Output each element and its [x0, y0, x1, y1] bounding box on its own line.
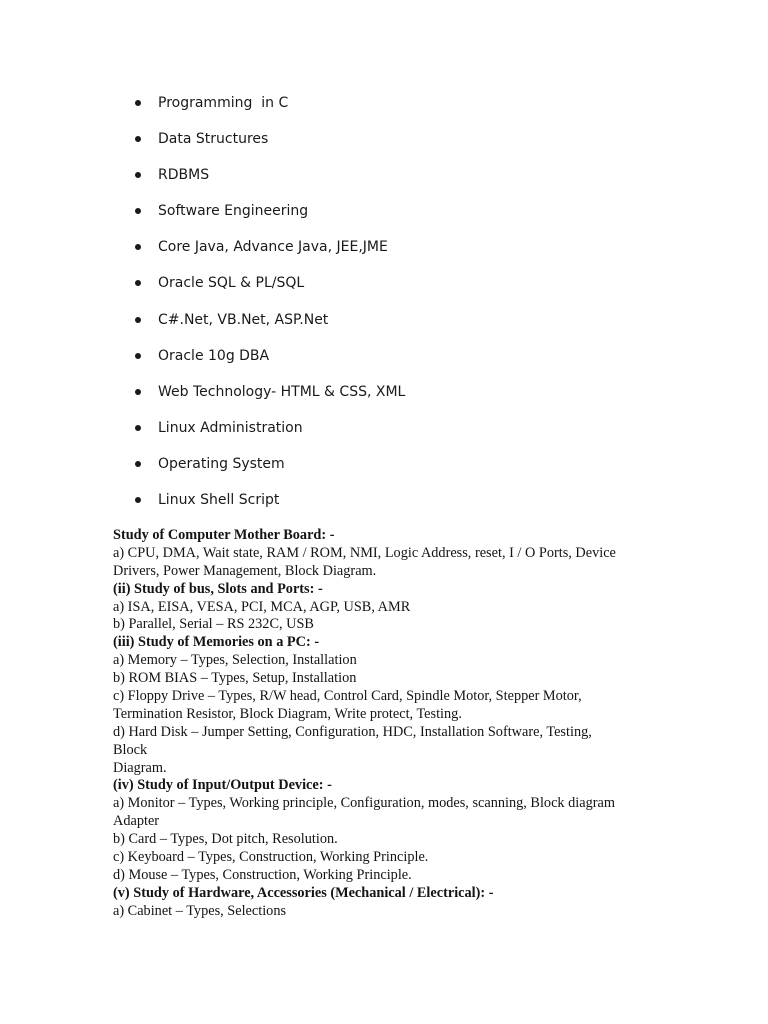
bullet-icon: [135, 100, 141, 106]
bullet-icon: [135, 280, 141, 286]
list-item: [0, 121, 768, 157]
io-device-line: b) Card – Types, Dot pitch, Resolution.: [113, 831, 338, 848]
list-item-label: Programming in C: [158, 95, 289, 111]
bullet-icon: [135, 461, 141, 467]
section-heading-mother-board: Study of Computer Mother Board: -: [113, 527, 335, 543]
list-item: [0, 229, 768, 265]
memories-line: Diagram.: [113, 759, 167, 776]
list-item-label: RDBMS: [158, 167, 210, 184]
bullet-icon: [135, 389, 141, 395]
list-item: [0, 302, 768, 338]
study-sections: [113, 527, 673, 921]
section-heading-hardware: (v) Study of Hardware, Accessories (Mechanical / Electrical): -: [113, 884, 494, 901]
bullet-icon: [135, 425, 141, 431]
list-item: [0, 338, 768, 374]
memories-line: Termination Resistor, Block Diagram, Write protect, Testing.: [113, 705, 462, 722]
list-item-label: C#.Net, VB.Net, ASP.Net: [158, 311, 329, 328]
bullet-icon: [135, 497, 141, 503]
list-item-label: Software Engineering: [158, 203, 309, 220]
list-item-label: Data Structures: [158, 131, 269, 148]
bullet-icon: [135, 317, 141, 323]
mother-board-line: Drivers, Power Management, Block Diagram.: [113, 562, 377, 579]
list-item: [0, 157, 768, 193]
list-item: [0, 265, 768, 301]
bullet-icon: [135, 244, 141, 250]
memories-line: c) Floppy Drive – Types, R/W head, Control Card, Spindle Motor, Stepper Motor,: [113, 688, 582, 705]
list-item-label: Operating System: [158, 455, 285, 472]
memories-line: a) Memory – Types, Selection, Installation: [113, 652, 357, 669]
bus-line: a) ISA, EISA, VESA, PCI, MCA, AGP, USB, AMR: [113, 598, 411, 615]
list-item: [0, 374, 768, 410]
memories-line: b) ROM BIAS – Types, Setup, Installation: [113, 670, 357, 687]
list-item: [0, 85, 768, 121]
hardware-line: a) Cabinet – Types, Selections: [113, 902, 287, 919]
io-device-line: Adapter: [113, 813, 160, 830]
io-device-line: c) Keyboard – Types, Construction, Working Principle.: [113, 849, 429, 866]
bus-line: b) Parallel, Serial – RS 232C, USB: [113, 616, 314, 633]
list-item-label: Oracle SQL & PL/SQL: [158, 275, 305, 292]
list-item-label: Linux Shell Script: [158, 492, 280, 509]
section-heading-io-device: (iv) Study of Input/Output Device: -: [113, 777, 332, 794]
io-device-line: a) Monitor – Types, Working principle, Configuration, modes, scanning, Block diagram: [113, 795, 615, 812]
list-item: [0, 193, 768, 229]
bullet-icon: [135, 172, 141, 178]
memories-line: d) Hard Disk – Jumper Setting, Configuration, HDC, Installation Software, Testing,: [113, 723, 592, 740]
section-heading-bus: (ii) Study of bus, Slots and Ports: -: [113, 580, 323, 597]
list-item: [0, 446, 768, 482]
bullet-icon: [135, 353, 141, 359]
bullet-icon: [135, 208, 141, 214]
list-item-label: Core Java, Advance Java, JEE,JME: [158, 239, 388, 256]
bullet-icon: [135, 136, 141, 142]
list-item: [0, 410, 768, 446]
list-item-label: Oracle 10g DBA: [158, 347, 270, 364]
section-heading-memories: (iii) Study of Memories on a PC: -: [113, 634, 320, 651]
list-item-label: Web Technology- HTML & CSS, XML: [158, 383, 406, 400]
mother-board-line: a) CPU, DMA, Wait state, RAM / ROM, NMI, Logic Address, reset, I / O Ports, Device: [113, 544, 616, 561]
list-item: [0, 482, 768, 518]
list-item-label: Linux Administration: [158, 419, 303, 436]
memories-line: Block: [113, 741, 148, 758]
io-device-line: d) Mouse – Types, Construction, Working Principle.: [113, 866, 412, 883]
subject-bullet-list: [0, 85, 768, 518]
